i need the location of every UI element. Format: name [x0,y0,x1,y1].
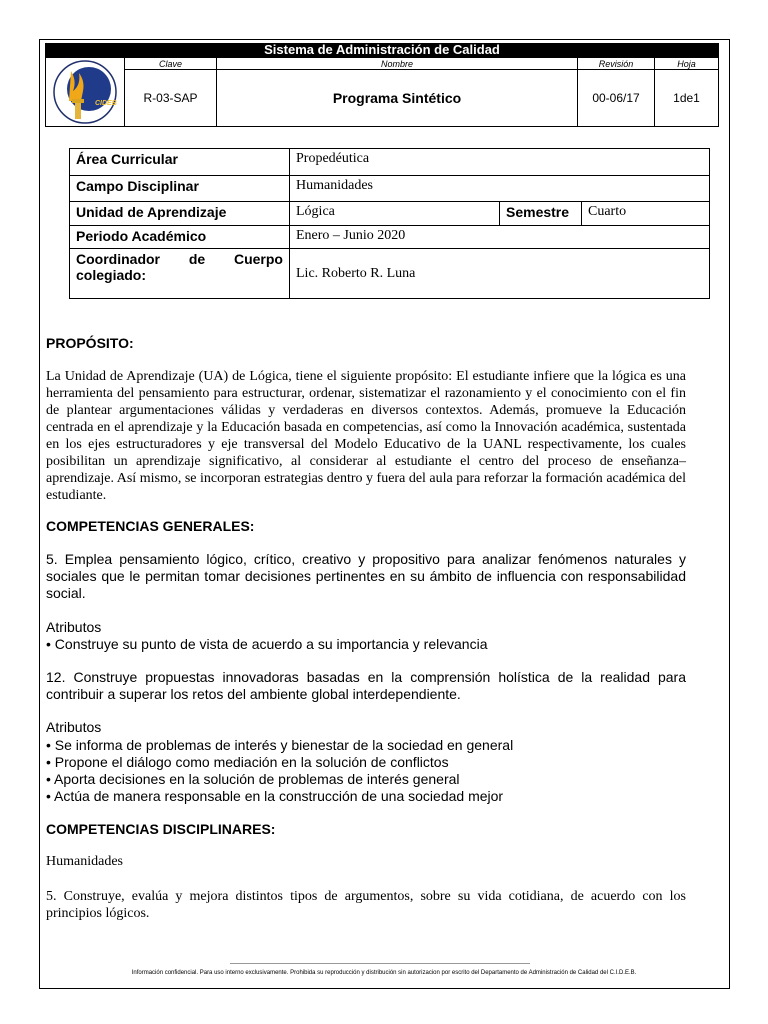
area-label: Área Curricular [70,149,290,176]
info-table [69,148,710,299]
system-title: Sistema de Administración de Calidad [45,43,719,57]
col-revision-label: Revisión [578,58,655,70]
unidad-label: Unidad de Aprendizaje [70,202,290,226]
attribute-item: • Aporta decisiones en la solución de problemas de interés general [46,771,696,788]
document-header [45,43,719,127]
coordinador-label: Coordinador de Cuerpo colegiado: [70,249,290,299]
coordinador-value: Lic. Roberto R. Luna [290,249,710,299]
attribute-item: • Propone el diálogo como mediación en la solución de conflictos [46,754,696,771]
campo-value: Humanidades [290,176,710,202]
cideb-logo [49,59,121,125]
competencias-disciplinares-heading: COMPETENCIAS DISCIPLINARES: [46,821,276,837]
revision-value: 00-06/17 [578,70,655,127]
proposito-heading: PROPÓSITO: [46,335,134,351]
nombre-value: Programa Sintético [217,70,578,127]
col-nombre-label: Nombre [217,58,578,70]
header-table [45,57,719,127]
competencia-12-attributes [46,737,696,805]
atributos-label-1: Atributos [46,619,102,635]
clave-value: R-03-SAP [125,70,217,127]
semestre-label: Semestre [500,202,582,226]
proposito-text: La Unidad de Aprendizaje (UA) de Lógica, tiene el siguiente propósito: El estudiante infiere que la lógica es una herramienta del pensamiento para estructurar, ordenar, sistematizar el razonamiento y el conocimiento con el fin de plantear argumentaciones válidas y verdaderas en diversos contextos. Además, promueve la Educación centrada en el aprendizaje y la Educación basada en competencias, así como la Innovación académica, sustentada en los ejes estructuradores y eje transversal del Modelo Educativo de la UANL respectivamente, los cuales posibilitan un aprendizaje significativo, al considerar al estudiante el centro del proceso de enseñanza–aprendizaje. Así mismo, se incorporan estrategias dentro y fuera del aula para reforzar la formación académica del estudiante. [46,369,686,503]
periodo-value: Enero – Junio 2020 [290,226,710,249]
footer-divider [230,963,530,964]
semestre-value: Cuarto [582,202,710,226]
area-value: Propedéutica [290,149,710,176]
disciplinar-campo: Humanidades [46,854,123,869]
attribute-item: • Construye su punto de vista de acuerdo a su importancia y relevancia [46,636,696,653]
attribute-item: • Se informa de problemas de interés y bienestar de la sociedad en general [46,737,696,754]
logo-text: CIDEB [95,100,117,107]
unidad-value: Lógica [290,202,500,226]
col-clave-label: Clave [125,58,217,70]
confidential-footer: Información confidencial. Para uso interno exclusivamente. Prohibida su reproducción y distribución sin autorizacion por escrito del Departamento de Administración de Calidad del C.I.D.E.B. [131,970,637,976]
logo-cell [46,58,125,127]
disciplinar-5-text: 5. Construye, evalúa y mejora distintos tipos de argumentos, sobre su vida cotidiana, de acuerdo con los principios lógicos. [46,889,686,921]
competencias-generales-heading: COMPETENCIAS GENERALES: [46,518,255,534]
campo-label: Campo Disciplinar [70,176,290,202]
attribute-item: • Actúa de manera responsable en la construcción de una sociedad mejor [46,788,696,805]
periodo-label: Periodo Académico [70,226,290,249]
atributos-label-2: Atributos [46,719,102,735]
competencia-12-text: 12. Construye propuestas innovadoras basadas en la comprensión holística de la realidad para contribuir a superar los retos del ambiente global interdependiente. [46,669,686,702]
competencia-5-text: 5. Emplea pensamiento lógico, crítico, creativo y propositivo para analizar fenómenos naturales y sociales que le permitan tomar decisiones pertinentes en su ámbito de influencia con responsabilidad social. [46,551,686,601]
col-hoja-label: Hoja [655,58,719,70]
competencia-5-attributes [46,636,696,653]
hoja-value: 1de1 [655,70,719,127]
